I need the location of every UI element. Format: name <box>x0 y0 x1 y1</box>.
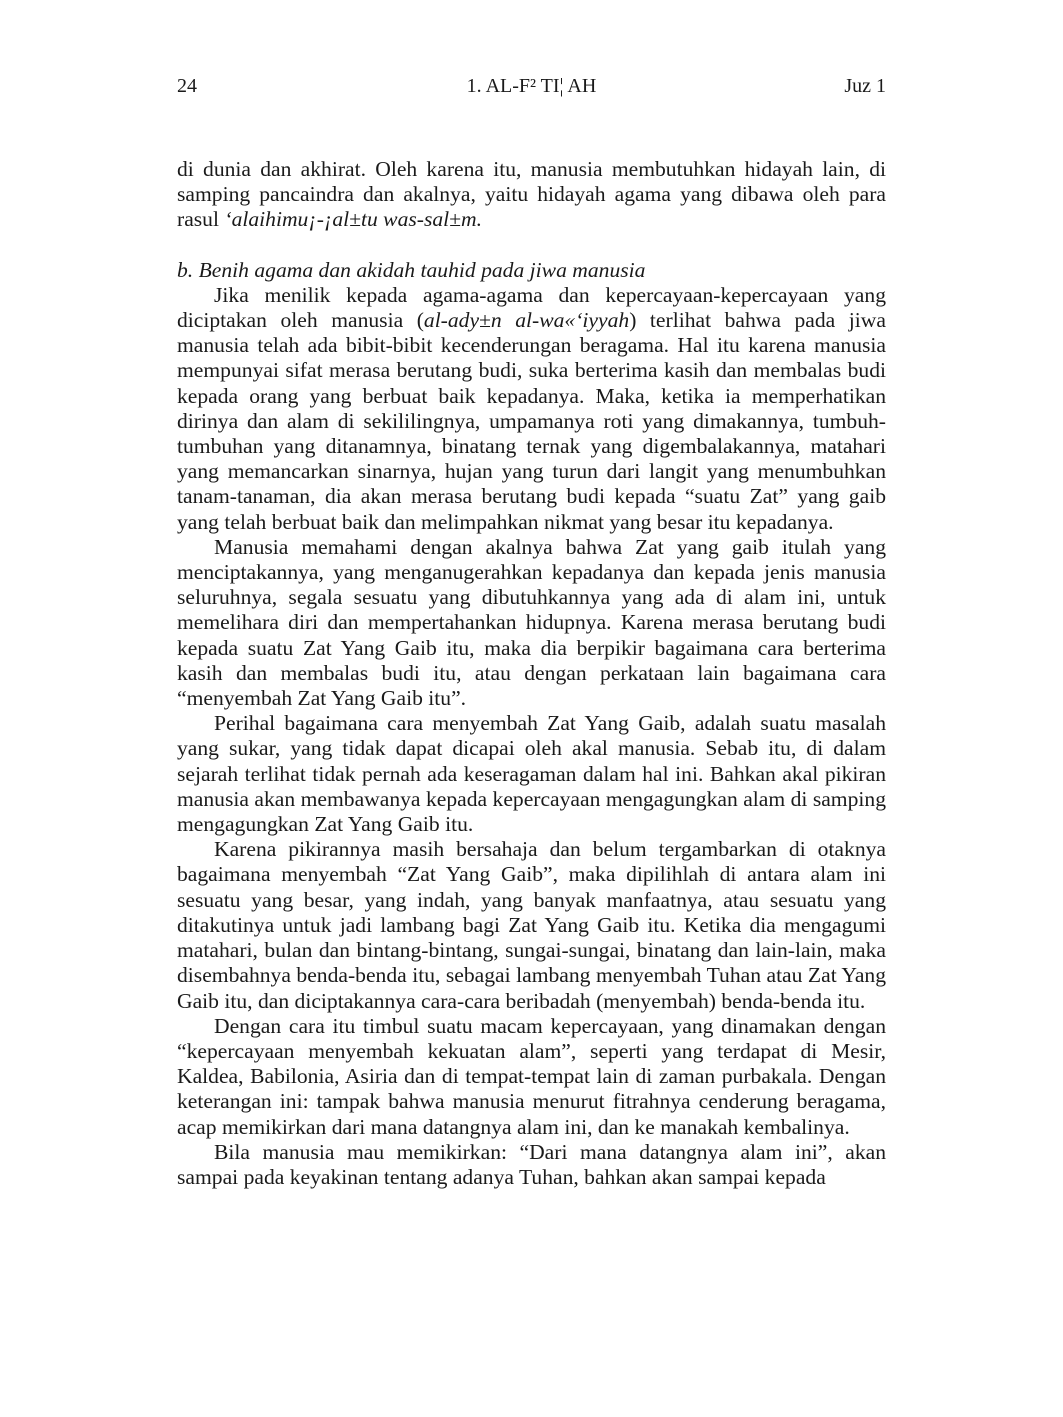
juz-label: Juz 1 <box>844 75 886 97</box>
paragraph-2: Manusia memahami dengan akalnya bahwa Zat yang gaib itulah yang menciptakannya, yang menganugerahkan kepadanya dan kepada jenis manusia seluruhnya, segala sesuatu yang dibutuhkannya yang ada di alam ini, untuk memelihara diri dan mempertahankan hidupnya. Karena merasa berutang budi kepada suatu Zat Yang Gaib itu, maka dia berpikir bagaimana cara berterima kasih dan membalas budi itu, atau dengan perkataan lain bagaimana cara “menyembah Zat Yang Gaib itu”. <box>177 534 886 711</box>
intro-italic-phrase: ‘alaihimu¡-¡al±tu was-sal±m. <box>224 207 483 232</box>
intro-paragraph <box>177 157 886 233</box>
paragraph-5: Dengan cara itu timbul suatu macam kepercayaan, yang dinamakan dengan “kepercayaan menyembah kekuatan alam”, seperti yang terdapat di Mesir, Kaldea, Babilonia, Asiria dan di tempat-tempat lain di zaman purbakala. Dengan keterangan ini: tampak bahwa manusia menurut fitrahnya cenderung beragama, acap memikirkan dari mana datangnya alam ini, dan ke manakah kembalinya. <box>177 1013 886 1139</box>
paragraph-1-start: Jika menilik kepada agama-agama dan kepercayaan-kepercayaan yang diciptakan oleh manusia ( <box>177 282 886 333</box>
intro-text: di dunia dan akhirat. Oleh karena itu, manusia membutuhkan hidayah lain, di samping pancaindra dan akalnya, yaitu hidayah agama yang dibawa oleh para rasul <box>177 157 886 232</box>
chapter-title: 1. AL-F² TI¦ AH <box>466 75 597 97</box>
paragraph-1 <box>177 283 886 535</box>
paragraph-6: Bila manusia mau memikirkan: “Dari mana datangnya alam ini”, akan sampai pada keyakinan tentang adanya Tuhan, bahkan akan sampai kepada <box>177 1139 886 1189</box>
paragraph-3: Perihal bagaimana cara menyembah Zat Yang Gaib, adalah suatu masalah yang sukar, yang tidak dapat dicapai oleh akal manusia. Sebab itu, di dalam sejarah terlihat tidak pernah ada keseragaman dalam hal ini. Bahkan akal pikiran manusia akan membawanya kepada kepercayaan mengagungkan alam di samping mengagungkan Zat Yang Gaib itu. <box>177 711 886 837</box>
page-number: 24 <box>177 75 197 97</box>
paragraph-1-italic-term: al-ady±n al-wa«‘iyyah <box>423 308 630 333</box>
paragraph-1-rest: ) terlihat bahwa pada jiwa manusia telah ada bibit-bibit kecenderungan beragama. Hal itu karena manusia mempunyai sifat merasa berutang budi, suka berterima kasih dan membalas budi kepada orang yang berbuat baik kepadanya. Maka, ketika ia memperhatikan dirinya dan alam di sekililingnya, umpamanya roti yang dimakannya, tumbuh-tumbuhan yang ditanamnya, binatang ternak yang digembalakannya, matahari yang memancarkan sinarnya, hujan yang turun dari langit yang menumbuhkan tanam-tanaman, dia akan merasa berutang budi kepada “suatu Zat” yang gaib yang telah berbuat baik dan melimpahkan nikmat yang besar itu kepadanya. <box>177 308 886 534</box>
paragraph-gap <box>177 233 886 258</box>
paragraph-4: Karena pikirannya masih bersahaja dan belum tergambarkan di otaknya bagaimana menyembah “Zat Yang Gaib”, maka dipilihlah di antara alam ini sesuatu yang besar, yang indah, yang banyak manfaatnya, atau sesuatu yang ditakutinya untuk jadi lambang bagi Zat Yang Gaib itu. Ketika dia mengagumi matahari, bulan dan bintang-bintang, sungai-sungai, binatang dan lain-lain, maka disembahnya benda-benda itu, sebagai lambang menyembah Tuhan atau Zat Yang Gaib itu, dan diciptakannya cara-cara beribadah (menyembah) benda-benda itu. <box>177 837 886 1013</box>
section-heading: b. Benih agama dan akidah tauhid pada jiwa manusia <box>177 257 646 282</box>
running-header <box>177 72 886 100</box>
body-text <box>177 157 886 1190</box>
